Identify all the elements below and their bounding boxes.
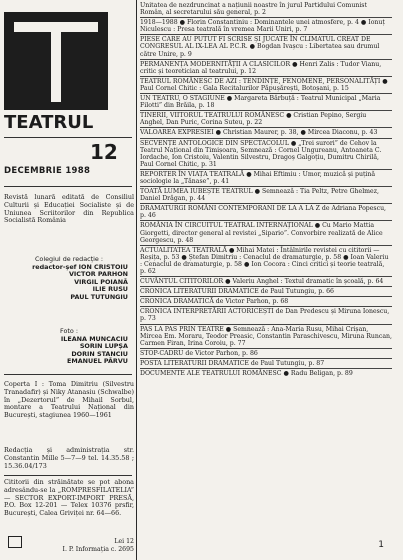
editor-name: VIRGIL POIANĂ [74,277,128,286]
toc-entry: VALOAREA EXPRESIEI ● Christian Maurer, p. 38, ● Mircea Diaconu, p. 43 [140,129,378,137]
printer: I. P. Informația c. 2695 [62,546,134,553]
toc-entry: PAS LA PAS PRIN TEATRE ● Semnează : Ana-Maria Rusu, Mihai Crișan, Mircea Em. Moraru, Teodor Preasic, Constantin Paraschivescu, Miruna Runcan, Carmen Firan, Irina Coroiu, p. 77 [140,325,392,347]
cover-caption: Coperta I : Toma Dimitriu (Silvestru Tranadafir) și Niky Atanasiu (Schwalbe) în „Dezertorul” de Mihail Sorbul, montare a Teatrului Național din București, stagiunea 1960—1961 [4,380,134,420]
toc-entry: REPORTER ÎN VIAȚA TEATRALĂ ● Mihai Eftimiu : Umor, muzică și puțină sociologie la „Tănase”, p. 41 [140,170,376,185]
publisher-note: Revistă lunară editată de Consiliul Culturii și Educației Socialiste și de Uniunea Scriitorilor din Republica Socialistă România [4,193,134,225]
issue-info [4,140,132,190]
editor-name: ILIE RUSU [92,285,128,294]
editor-in-chief: redactor-șef ION CRISTOIU [32,262,128,271]
toc-entry: CUVÂNTUL CITITORILOR ● Valeriu Anghel : Textul dramatic în școală, p. 64 [140,278,384,286]
toc-entry: 1918—1988 ● Florin Constantiniu : Dominantele unei atmosfere, p. 4 ● Ionuț Niculescu : Presa teatrală în vremea Marii Uniri, p. 7 [140,19,385,34]
editor-name: PAUL TUTUNGIU [70,292,128,301]
issue-number: 12 [90,140,118,164]
toc-entry: TOATĂ LUMEA IUBEȘTE TEATRUL ● Semnează : Tia Peltz, Petre Ghelmez, Daniel Drăgan, p. 44 [140,188,379,203]
toc-entry: ROMÂNIA ÎN CIRCUITUL TEATRAL INTERNAȚIONAL ● Cu Mario Mattia Giorgetti, director general al revistei „Sipario”. Convorbire realizată de Alice Georgescu, p. 48 [140,222,383,244]
photographer-name: DORIN STANCIU [71,349,128,358]
column-divider [136,0,137,560]
table-of-contents [140,0,392,560]
subscription-info: Cititorii din străinătate se pot abona adresându-se la „ROMPRESFILATELIA” — SECTOR EXPORT-IMPORT PRESĂ, P.O. Box 12-201 — Telex 10376 prsfir, București, Calea Griviței nr. 64—66. [4,478,134,518]
editorial-board [4,256,134,302]
toc-entry: POSTA LITERATURII DRAMATICE de Paul Tutungiu, p. 87 [140,359,325,367]
toc-entry: SECVENȚE ANTOLOGICE DIN SPECTACOLUL ● „Trei surori” de Cehov la Teatrul Național din Timișoara, Semnează : Cornel Ungureanu, Antoaneta C. Iordache, Ion Cristoiu, Valentin Silvestru, Dragoș Galgoțiu, Dumitru Chirilă, Paul Cornel Chitic, p. 31 [140,139,382,168]
toc-entry: CRONICA LITERATURII DRAMATICE de Paul Tutungiu, p. 66 [140,288,334,296]
toc-entry: TEATRUL ROMÂNESC DE AZI : TENDINȚE, FENOMENE, PERSONALITĂȚI ● Paul Cornel Chitic : Gala Recitalurilor Păpușărești, Botoșani, p. 15 [140,77,388,92]
issue-month: DECEMBRIE 1988 [4,166,91,176]
price: Lei 12 [114,538,134,545]
photographer-name: ILEANA MUNCACIU [60,334,128,343]
printer-mark [8,536,22,548]
photo-credits [4,328,134,366]
toc-entry: UN TEATRU, O STAGIUNE ● Margareta Bărbuță : Teatrul Municipal „Maria Filotti” din Brăila, p. 18 [140,95,381,110]
toc-entry: ACTUALITATEA TEATRALĂ ● Mihai Matei : Întâlnirile revistei cu cititorii — Reșița, p. 53 ● Ștefan Dimitriu : Cenaclul de dramaturgie, p. 58 ● Ioan Valeriu : Cenaclul de dramaturgie, p. 58 ● Ion Cocora : Cinci critici și teorie teatrală, p. 62 [140,246,389,275]
toc-entry: DOCUMENTE ALE TEATRULUI ROMÂNESC ● Radu Beligan, p. 89 [140,370,353,378]
photographer-name: SORIN LUPȘA [79,342,128,351]
page-number: 1 [378,540,384,550]
teatrul-logo [4,12,108,110]
toc-entry: CRONICA DRAMATICĂ de Victor Parhon, p. 68 [140,298,289,306]
photographer-name: EMANUEL PÂRVU [67,357,128,366]
toc-entry: TINERII, VIITORUL TEATRULUI ROMÂNESC ● Cristian Pepino, Sergiu Anghel, Dan Puric, Corina Suteu, p. 22 [140,112,367,127]
toc-entry: PERMANENȚA MODERNITĂȚII A CLASICILOR ● Henri Zalis : Tudor Vianu, critic și teoretician al teatrului, p. 12 [140,60,382,75]
toc-entry: CRONICA INTERPRETĂRII ACTORICEȘTI de Dan Predescu și Miruna Ionescu, p. 73 [140,308,390,323]
magazine-title: TEATRUL [4,112,94,133]
editorial-label: Colegiul de redacție : [34,255,104,263]
editor-name: VICTOR PARHON [68,270,128,279]
photo-label: Foto : [60,327,78,335]
toc-entry: Unitatea de nezdruncinat a națiunii noastre în jurul Partidului Comunist Român, al secretarului său general, p. 2 [140,2,367,17]
masthead-column [4,0,134,560]
address: Redacția și administrația str. Constantin Mille 5—7—9 tel. 14.35.58 ; 15.36.04/173 [4,446,134,470]
toc-entry: PIESE CARE AU PUTUT FI SCRISE ȘI JUCATE ÎN CLIMATUL CREAT DE CONGRESUL AL IX-LEA AL P.C.R. ● Bogdan Ivașcu : Libertatea sau drumul către Unire, p. 9 [140,36,380,58]
toc-entry: STOP-CADRU de Victor Parhon, p. 86 [140,349,258,357]
toc-entry: DRAMATURGI ROMÂNI CONTEMPORANI DE LA A LA Z de Adriana Popescu, p. 46 [140,205,387,220]
